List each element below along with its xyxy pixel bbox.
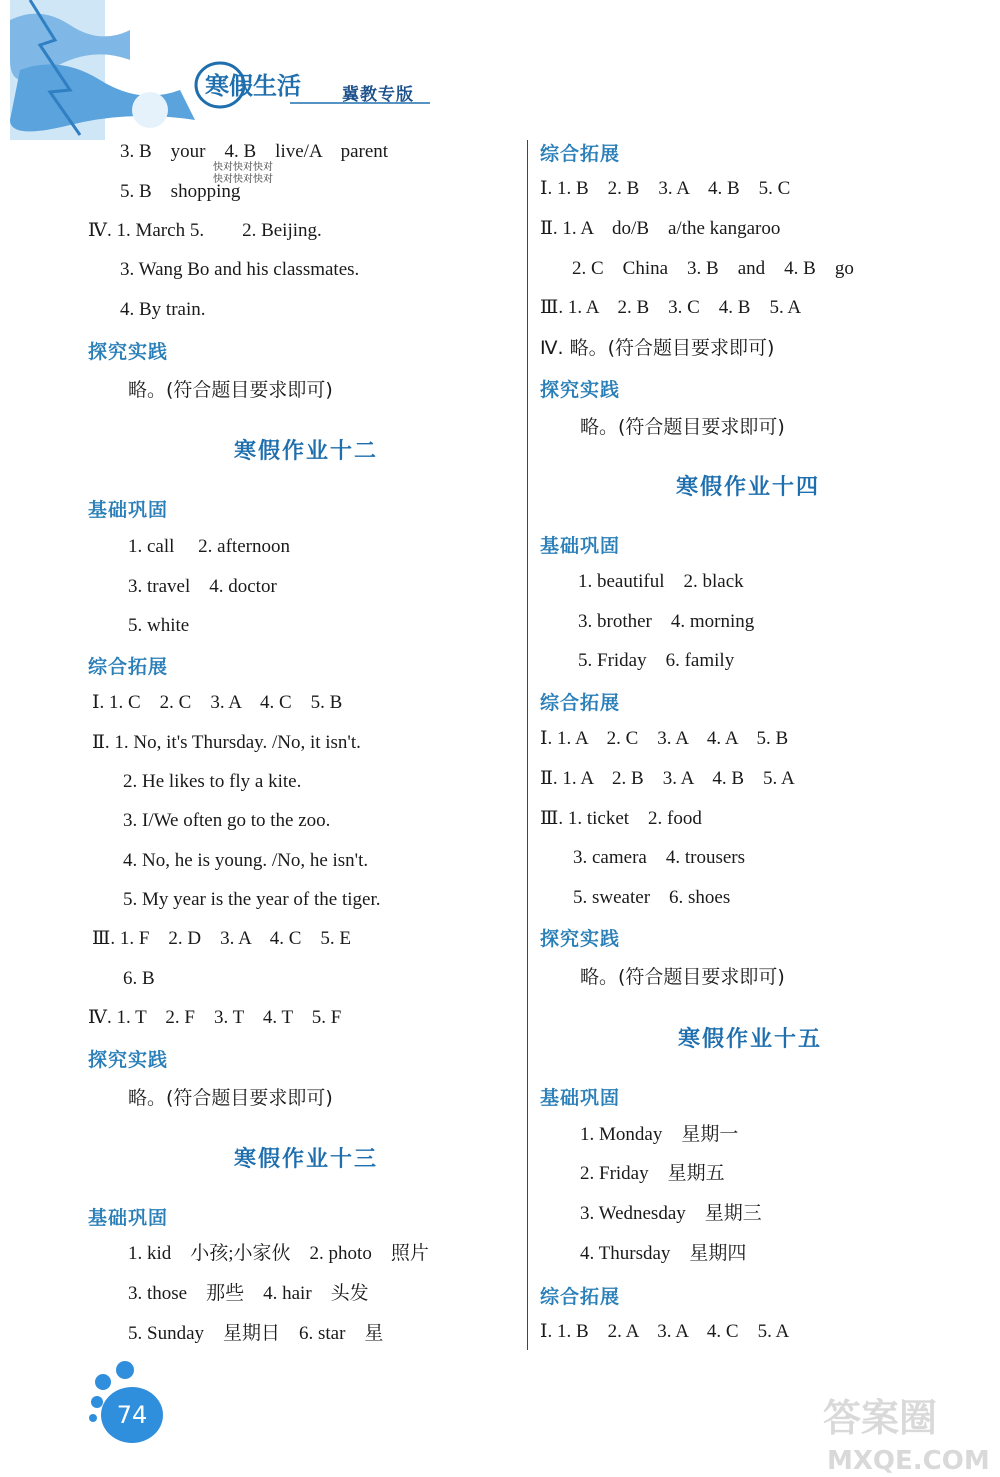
answer-line: 1. Monday 星期一	[580, 1124, 739, 1145]
section-heading: 基础巩固	[540, 535, 621, 557]
page-number: 74	[101, 1387, 163, 1443]
section-heading: 探究实践	[540, 379, 621, 401]
answer-line: Ⅲ. 1. F 2. D 3. A 4. C 5. E	[92, 928, 352, 949]
section-heading: 探究实践	[88, 1049, 169, 1071]
answer-line: 2. Friday 星期五	[580, 1163, 725, 1184]
watermark-logo	[815, 1385, 1000, 1477]
answer-line: Ⅲ. 1. ticket 2. food	[540, 808, 702, 829]
answer-line: Ⅰ. 1. B 2. A 3. A 4. C 5. A	[540, 1321, 790, 1342]
answer-line: 略。(符合题目要求即可)	[128, 1087, 333, 1109]
answer-line: 1. kid 小孩;小家伙 2. photo 照片	[128, 1243, 429, 1264]
answer-line: 2. He likes to fly a kite.	[123, 771, 302, 792]
edition-label: 冀教专版	[342, 85, 414, 105]
section-heading: 基础巩固	[88, 499, 169, 521]
brand-logo-text: 寒假生活	[205, 72, 301, 100]
section-heading: 综合拓展	[540, 1286, 621, 1308]
answer-line: 6. B	[123, 968, 155, 989]
answer-line: Ⅳ. 1. March 5. 2. Beijing.	[88, 220, 322, 241]
answer-line: 4. Thursday 星期四	[580, 1243, 747, 1264]
watermark-url: MXQE.COM	[827, 1446, 990, 1476]
answer-line: 3. travel 4. doctor	[128, 576, 277, 597]
answer-line: Ⅰ. 1. C 2. C 3. A 4. C 5. B	[92, 692, 343, 713]
answer-line: 5. white	[128, 615, 190, 636]
answer-line: 5. B shopping	[120, 181, 241, 202]
answer-line: 5. Friday 6. family	[578, 650, 735, 671]
stamp-line: 快对快对快对	[213, 162, 273, 173]
answer-line: 1. call 2. afternoon	[128, 536, 290, 557]
answer-line: 5. sweater 6. shoes	[573, 887, 731, 908]
answer-line: 3. camera 4. trousers	[573, 847, 745, 868]
stamp-line: 快对快对快对	[213, 174, 273, 185]
answer-line: Ⅳ. 1. T 2. F 3. T 4. T 5. F	[88, 1007, 342, 1028]
answer-line: 1. beautiful 2. black	[578, 571, 744, 592]
assignment-title: 寒假作业十四	[676, 475, 821, 500]
watermark-text: 答案圈	[823, 1396, 938, 1440]
answer-line: 4. No, he is young. /No, he isn't.	[123, 850, 369, 871]
answer-line: Ⅰ. 1. B 2. B 3. A 4. B 5. C	[540, 178, 791, 199]
answer-line: 略。(符合题目要求即可)	[128, 379, 333, 401]
section-heading: 探究实践	[540, 928, 621, 950]
answer-line: 略。(符合题目要求即可)	[580, 416, 785, 438]
section-heading: 综合拓展	[88, 656, 169, 678]
answer-line: 3. brother 4. morning	[578, 611, 755, 632]
assignment-title: 寒假作业十五	[678, 1027, 823, 1052]
answer-line: 3. Wednesday 星期三	[580, 1203, 762, 1224]
assignment-title: 寒假作业十三	[234, 1147, 379, 1172]
answer-line: 4. By train.	[120, 299, 206, 320]
answer-line: Ⅳ. 略。(符合题目要求即可)	[540, 337, 775, 359]
header-winter-art	[10, 0, 210, 140]
answer-line: 5. Sunday 星期日 6. star 星	[128, 1323, 384, 1344]
answer-line: Ⅱ. 1. A 2. B 3. A 4. B 5. A	[540, 768, 795, 789]
answer-line: 3. B your 4. B live/A parent	[120, 141, 389, 162]
section-heading: 综合拓展	[540, 143, 621, 165]
answer-line: 5. My year is the year of the tiger.	[123, 889, 381, 910]
assignment-title: 寒假作业十二	[234, 439, 379, 464]
column-divider	[527, 140, 528, 1350]
answer-line: Ⅰ. 1. A 2. C 3. A 4. A 5. B	[540, 728, 789, 749]
answer-line: 略。(符合题目要求即可)	[580, 966, 785, 988]
answer-line: 2. C China 3. B and 4. B go	[572, 258, 854, 279]
section-heading: 基础巩固	[88, 1207, 169, 1229]
answer-line: 3. I/We often go to the zoo.	[123, 810, 331, 831]
answer-line: 3. those 那些 4. hair 头发	[128, 1283, 369, 1304]
section-heading: 基础巩固	[540, 1087, 621, 1109]
section-heading: 探究实践	[88, 341, 169, 363]
section-heading: 综合拓展	[540, 692, 621, 714]
answer-line: Ⅲ. 1. A 2. B 3. C 4. B 5. A	[540, 297, 802, 318]
answer-line: Ⅱ. 1. A do/B a/the kangaroo	[540, 218, 781, 239]
answer-line: Ⅱ. 1. No, it's Thursday. /No, it isn't.	[92, 732, 361, 753]
answer-line: 3. Wang Bo and his classmates.	[120, 259, 360, 280]
